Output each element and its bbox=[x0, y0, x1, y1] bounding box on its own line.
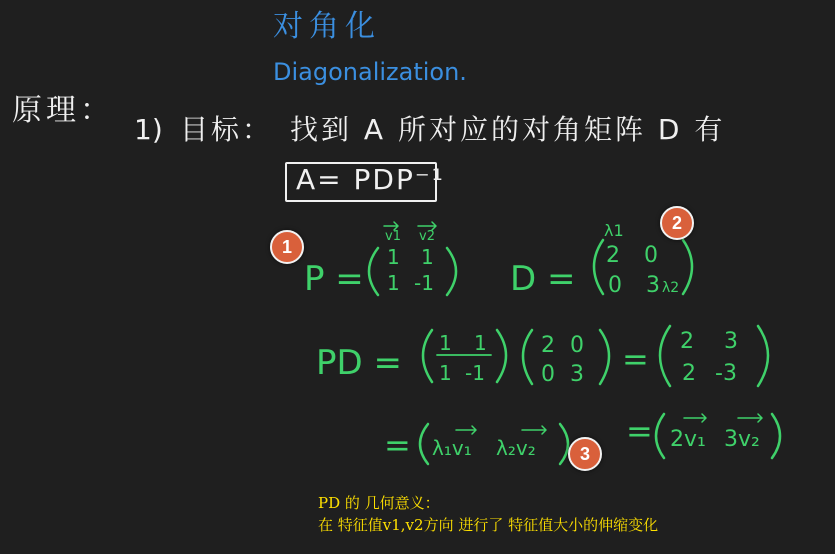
d-cell-12: 0 bbox=[644, 243, 658, 268]
scaled-left-paren bbox=[656, 414, 664, 458]
pd-d-cell-22: 3 bbox=[570, 362, 584, 387]
d-col-label-lambda2: λ2 bbox=[662, 280, 680, 296]
pd-d-cell-21: 0 bbox=[541, 362, 555, 387]
pd-d-cell-11: 2 bbox=[541, 333, 555, 358]
pd-d-cell-12: 0 bbox=[570, 333, 584, 358]
pd-p-cell-11: 1 bbox=[439, 331, 452, 355]
badge-2: 2 bbox=[660, 206, 694, 240]
pd-p-cell-12: 1 bbox=[474, 331, 487, 355]
scaled-equals: = bbox=[626, 412, 653, 450]
step-number: 1) bbox=[134, 113, 163, 146]
p-col-label-v1: v1 bbox=[385, 229, 401, 244]
pd-result-cell-22: -3 bbox=[715, 361, 737, 386]
pd-p-right-paren bbox=[497, 330, 506, 382]
p-cell-22: -1 bbox=[414, 271, 434, 295]
three-v2-arrow-icon bbox=[738, 414, 762, 422]
p-cell-12: 1 bbox=[421, 245, 434, 269]
pd-d-right-paren bbox=[600, 330, 609, 384]
goal-text: 找到 A 所对应的对角矩阵 D 有 bbox=[290, 113, 726, 146]
goal-label: 目标： bbox=[180, 113, 274, 146]
two-v1: 2v₁ bbox=[670, 427, 706, 452]
three-v2: 3v₂ bbox=[724, 427, 760, 452]
formula-text: A= PDP⁻¹ bbox=[296, 163, 445, 196]
caption-line-1: PD 的 几何意义： bbox=[318, 494, 440, 512]
principle-label: 原理： bbox=[12, 93, 114, 128]
p-cell-21: 1 bbox=[387, 271, 400, 295]
page-title: 对角化 bbox=[273, 9, 381, 44]
pd-equals: = bbox=[622, 340, 649, 378]
d-left-paren bbox=[594, 240, 603, 294]
badge-1: 1 bbox=[270, 230, 304, 264]
d-cell-22: 3 bbox=[646, 273, 660, 298]
d-cell-21: 0 bbox=[608, 273, 622, 298]
two-v1-arrow-icon bbox=[684, 414, 706, 422]
lambda-left-paren bbox=[420, 424, 428, 464]
d-label: D = bbox=[510, 259, 576, 299]
p-left-paren bbox=[369, 248, 378, 295]
badge-3: 3 bbox=[568, 437, 602, 471]
pd-result-cell-21: 2 bbox=[682, 361, 696, 386]
pd-d-left-paren bbox=[523, 330, 532, 384]
pd-result-left-paren bbox=[660, 326, 670, 386]
pd-result-right-paren bbox=[758, 326, 768, 386]
p-label: P = bbox=[304, 259, 364, 299]
caption bbox=[318, 492, 658, 536]
lambda-v2-arrow-icon bbox=[522, 426, 546, 434]
page-subtitle: Diagonalization. bbox=[273, 58, 467, 86]
pd-result-cell-11: 2 bbox=[680, 329, 694, 354]
pd-p-cell-22: -1 bbox=[465, 361, 485, 385]
pd-p-left-paren bbox=[423, 330, 432, 382]
lambda-equals: = bbox=[384, 426, 411, 464]
d-col-label-lambda1: λ1 bbox=[604, 221, 624, 240]
p-cell-11: 1 bbox=[387, 245, 400, 269]
p-col-label-v2: v2 bbox=[419, 229, 435, 244]
lambda1-v1: λ₁v₁ bbox=[432, 436, 472, 460]
d-right-paren bbox=[683, 240, 692, 294]
pd-p-cell-21: 1 bbox=[439, 361, 452, 385]
lambda-v1-arrow-icon bbox=[456, 426, 476, 434]
scaled-right-paren bbox=[772, 414, 780, 458]
pd-result-cell-12: 3 bbox=[724, 329, 738, 354]
p-right-paren bbox=[447, 248, 456, 295]
d-cell-11: 2 bbox=[606, 243, 620, 268]
lambda2-v2: λ₂v₂ bbox=[496, 436, 536, 460]
lambda-right-paren bbox=[560, 424, 568, 464]
caption-line-2: 在 特征值v1,v2方向 进行了 特征值大小的伸缩变化 bbox=[318, 516, 659, 534]
pd-label: PD = bbox=[316, 343, 402, 383]
